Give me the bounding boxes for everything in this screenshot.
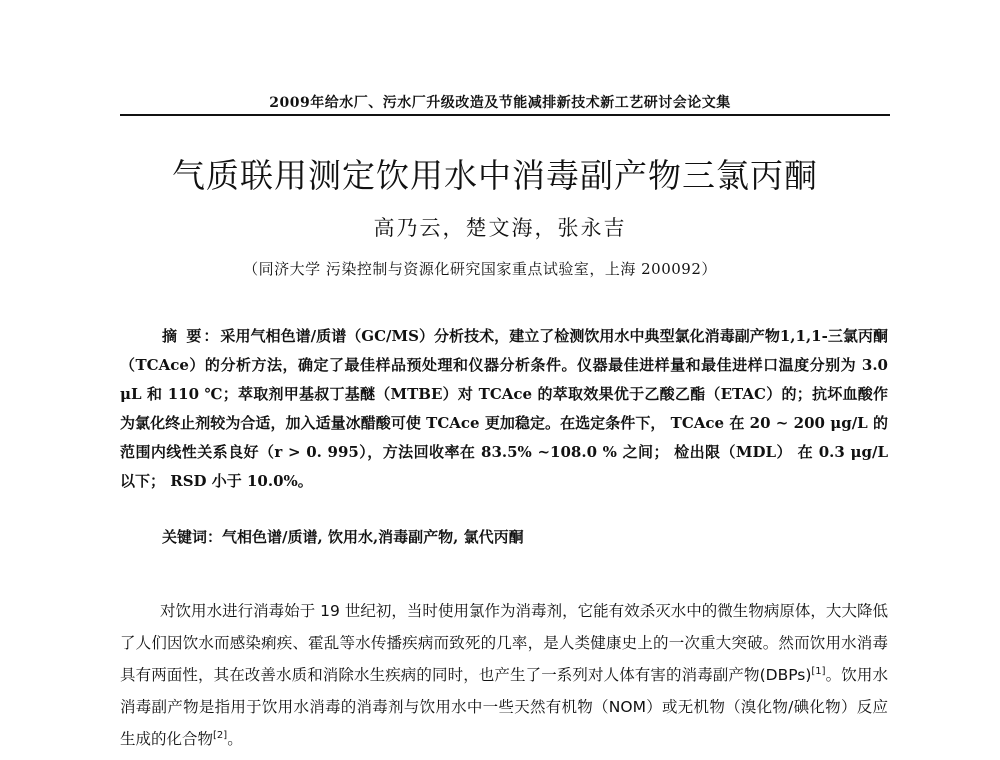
citation-1[interactable]: [1] [811, 665, 826, 677]
keywords [162, 526, 882, 547]
body-text-end: 。 [227, 730, 243, 748]
header-rule [120, 114, 890, 116]
paper-title: 气质联用测定饮用水中消毒副产物三氯丙酮 [172, 156, 818, 195]
citation-2[interactable]: [2] [213, 729, 228, 741]
body-text-part1: 对饮用水进行消毒始于 19 世纪初，当时使用氯作为消毒剂，它能有效杀灭水中的微生物病原体，大大降低了人们因饮水而感染痢疾、霍乱等水传播疾病而致死的几率，是人类健康史上的一次重大突破。然而饮用水消毒具有两面性，其在改善水质和消除水生疾病的同时，也产生了一系列对人体有害的消毒副产物(DBPs) [120, 602, 888, 684]
body-text-part2: 。饮用水消毒副产物是指用于饮用水消毒的消毒剂与饮用水中一些天然有机物（NOM）或无机物（溴化物/碘化物）反应生成的化合物 [120, 666, 888, 748]
body-paragraph [120, 595, 888, 755]
abstract [120, 322, 888, 496]
abstract-text: 采用气相色谱/质谱（GC/MS）分析技术，建立了检测饮用水中典型氯化消毒副产物1,1,1-三氯丙酮（TCAce）的分析方法，确定了最佳样品预处理和仪器分析条件。仪器最佳进样量和最佳进样口温度分别为 3.0 μL 和 110 ℃；萃取剂甲基叔丁基醚（MTBE）对 TCAce 的萃取效果优于乙酸乙酯（ETAC）的；抗坏血酸作为氯化终止剂较为合适，加入适量冰醋酸可使 TCAce 更加稳定。在选定条件下， TCAce 在 20 ~ 200 μg/L 的范围内线性关系良好（r > 0. 995），方法回收率在 83.5% ~108.0 % 之间； 检出限（MDL） 在 0.3 μg/L 以下； RSD 小于 10.0%。 [120, 327, 888, 490]
abstract-label: 摘 要： [162, 327, 221, 345]
running-header: 2009年给水厂、污水厂升级改造及节能减排新技术新工艺研讨会论文集 [269, 95, 731, 111]
paper-authors: 高乃云，楚文海，张永吉 [373, 216, 627, 240]
keywords-text: 气相色谱/质谱, 饮用水,消毒副产物, 氯代丙酮 [222, 528, 524, 546]
paper-affiliation: （同济大学 污染控制与资源化研究国家重点试验室，上海 200092） [243, 260, 717, 278]
keywords-label: 关键词： [162, 528, 223, 546]
